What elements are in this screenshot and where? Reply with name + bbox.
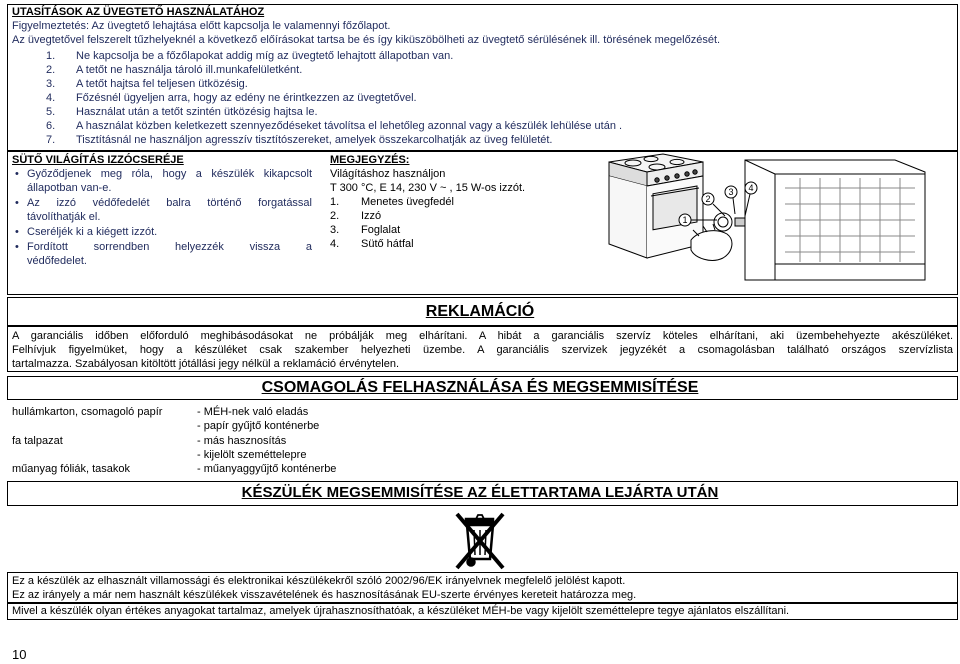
bullet-item: • Az izzó védőfedelét balra történő forgatással (27, 197, 312, 210)
oven-bulb-diagram (595, 152, 955, 294)
disposal-line-1: Ez a készülék az elhasznált villamossági és elektronikai készülékekről szóló 2002/96/EK irányelvnek megfelelő jelölést kapott. (12, 575, 626, 587)
list-item-number: 6. (46, 120, 56, 132)
list-item-number: 4. (46, 92, 56, 104)
list-item: A használat közben keletkezett szennyeződéseket távolítsa el lehetőleg azonnal vagy a készülék lehülése után . (76, 120, 623, 132)
packaging-material: hullámkarton, csomagoló papír (12, 406, 163, 418)
packaging-disposal: - papír gyűjtő konténerbe (197, 420, 320, 432)
list-item: Sütő hátfal (361, 238, 414, 250)
bullet-item-cont: állapotban van-e. (27, 182, 112, 194)
disposal-title: KÉSZÜLÉK MEGSEMMISÍTÉSE AZ ÉLETTARTAMA LEJÁRTA UTÁN (241, 484, 719, 501)
list-item: Izzó (361, 210, 382, 222)
list-item: Főzésnél ügyeljen arra, hogy az edény ne érintkezzen az üvegtetővel. (76, 92, 417, 104)
complaint-line-2: Felhívjuk figyelmüket, hogy a készüléket csak szakember helyezheti üzembe. A garanciális szervizek jegyzékét a csomagolásban található országos szervízlista (12, 344, 953, 356)
packaging-material: fa talpazat (12, 435, 63, 447)
list-item-number: 2. (46, 64, 56, 76)
list-item-number: 2. (330, 210, 340, 222)
oven-light-title: SÜTŐ VILÁGÍTÁS IZZÓCSERÉJE (12, 154, 184, 166)
list-item-number: 1. (330, 196, 340, 208)
list-item-number: 3. (330, 224, 340, 236)
complaint-title: REKLAMÁCIÓ (425, 303, 535, 320)
note-title: MEGJEGYZÉS: (330, 154, 410, 166)
note-line-1: Világításhoz használjon (330, 168, 446, 180)
list-item-number: 3. (46, 78, 56, 90)
complaint-line-1: A garanciális időben előforduló meghibásodásokat ne próbálják meg elhárítani. A hibát a garanciális szervíz köteles elhárítani, aki üzembehehyezte akészüléket. (12, 330, 953, 342)
bullet-item: • Fordított sorrendben helyezzék vissza a (27, 241, 312, 254)
bullet-item: • Győződjenek meg róla, hogy a készülék kikapcsolt (27, 168, 312, 181)
list-item: A tetőt ne használja tároló ill.munkafelületként. (76, 64, 303, 76)
bullet-item-cont: védőfedelet. (27, 255, 87, 267)
list-item: Foglalat (361, 224, 401, 236)
list-item: A tetőt hajtsa fel teljesen ütközésig. (76, 78, 248, 90)
packaging-disposal: - műanyaggyűjtő konténerbe (197, 463, 337, 475)
list-item: Menetes üvegfedél (361, 196, 454, 208)
bullet-item-cont: távolíthatják el. (27, 211, 101, 223)
list-item: Használat után a tetőt szintén ütközésig hajtsa le. (76, 106, 318, 118)
glass-lid-intro-2: Az üvegtetővel felszerelt tűzhelyeknél a következő előírásokat tartsa be és így kiküszöbölheti az üvegtető sérülésének ill. törésének megelőzését. (12, 34, 721, 46)
diagram-label-4: 4 (748, 183, 754, 193)
list-item-number: 1. (46, 50, 56, 62)
page-number: 10 (12, 647, 27, 662)
list-item-number: 5. (46, 106, 56, 118)
diagram-label-1: 1 (682, 215, 688, 225)
diagram-label-2: 2 (705, 194, 711, 204)
diagram-label-3: 3 (728, 187, 734, 197)
packaging-disposal: - kijelölt szeméttelepre (197, 449, 307, 461)
packaging-title: CSOMAGOLÁS FELHASZNÁLÁSA ÉS MEGSEMMISÍTÉSE (261, 379, 699, 396)
disposal-line-2: Ez az irányely a már nem használt készülékek visszavételének és hasznosításának EU-szerte érvényes kereteit határozza meg. (12, 589, 637, 601)
crossed-out-wheelie-bin-icon (437, 510, 523, 574)
list-item: Tisztításnál ne használjon agresszív tisztítószereket, amelyek összekarcolhatják az üveg felületét. (76, 134, 553, 146)
list-item-number: 7. (46, 134, 56, 146)
packaging-material: műanyag fóliák, tasakok (12, 463, 131, 475)
glass-lid-intro-1: Figyelmeztetés: Az üvegtető lehajtása előtt kapcsolja le valamennyi főzőlapot. (12, 20, 391, 32)
complaint-line-3: tartalmazza. Szabályosan kitöltött jótállási jegy nélkül a reklamáció érvénytelen. (12, 358, 400, 370)
list-item: Ne kapcsolja be a főzőlapokat addig míg az üvegtető lehajtott állapotban van. (76, 50, 454, 62)
disposal-line-3: Mivel a készülék olyan értékes anyagokat tartalmaz, amelyek újrahasznosíthatóak, a készüléket MÉH-be vagy kijelölt szeméttelepre tegye ajánlatos elszállítani. (12, 605, 790, 617)
note-line-2: T 300 °C, E 14, 230 V ~ , 15 W-os izzót. (330, 182, 526, 194)
bullet-item: • Cseréljék ki a kiégett izzót. (27, 226, 157, 239)
glass-lid-title: UTASÍTÁSOK AZ ÜVEGTETŐ HASZNÁLATÁHOZ (12, 6, 265, 18)
list-item-number: 4. (330, 238, 340, 250)
packaging-disposal: - MÉH-nek való eladás (197, 406, 309, 418)
packaging-disposal: - más hasznosítás (197, 435, 287, 447)
